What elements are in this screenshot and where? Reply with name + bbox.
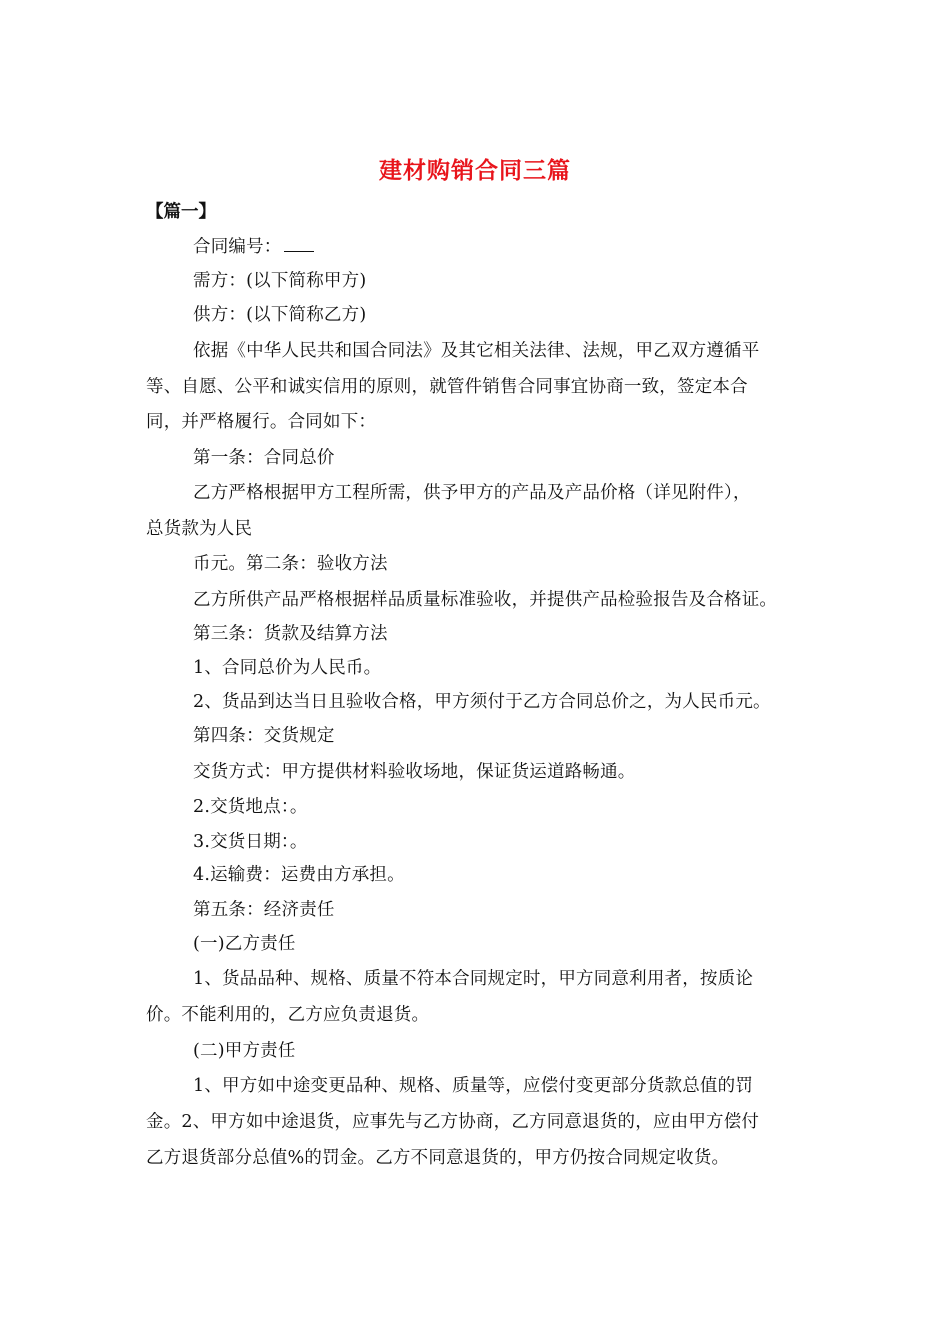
text-line: 乙方退货部分总值%的罚金。乙方不同意退货的，甲方仍按合同规定收货。 [146,1148,730,1168]
text-line: 第一条：合同总价 [193,448,335,468]
contract-number-label: 合同编号： [193,237,282,257]
text-line: 第四条：交货规定 [193,726,335,746]
text-line: 乙方所供产品严格根据样品质量标准验收，并提供产品检验报告及合格证。 [193,590,778,610]
text-line: 第三条：货款及结算方法 [193,624,388,644]
text-line: 币元。第二条：验收方法 [193,554,388,574]
text-line: 需方：(以下简称甲方) [193,271,367,291]
contract-number-line [193,235,314,259]
text-line: 1、货品品种、规格、质量不符本合同规定时，甲方同意利用者，按质论 [193,969,754,989]
text-line: 等、自愿、公平和诚实信用的原则，就管件销售合同事宜协商一致，签定本合 [146,377,748,397]
text-line: 金。2、甲方如中途退货，应事先与乙方协商，乙方同意退货的，应由甲方偿付 [146,1112,760,1132]
text-line: 交货方式：甲方提供材料验收场地，保证货运道路畅通。 [193,762,636,782]
text-line: 4.运输费：运费由方承担。 [193,865,405,885]
text-line: 3.交货日期：。 [193,832,308,852]
text-line: (二)甲方责任 [193,1041,296,1061]
text-line: 同，并严格履行。合同如下： [146,412,377,432]
text-line: 2.交货地点：。 [193,797,308,817]
text-line: 1、甲方如中途变更品种、规格、质量等，应偿付变更部分货款总值的罚 [193,1076,754,1096]
text-line: 1、合同总价为人民币。 [193,658,382,678]
text-line: 供方：(以下简称乙方) [193,305,367,325]
text-line: 2、货品到达当日且验收合格，甲方须付于乙方合同总价之，为人民币元。 [193,692,771,712]
text-line: 价。不能利用的，乙方应负责退货。 [146,1005,430,1025]
text-line: 乙方严格根据甲方工程所需，供予甲方的产品及产品价格（详见附件）， [193,483,751,503]
text-line: (一)乙方责任 [193,934,296,954]
text-line: 总货款为人民 [146,519,253,539]
section-label: 【篇一】 [146,202,216,222]
document-title: 建材购销合同三篇 [379,157,571,184]
contract-number-blank [284,235,314,252]
text-line: 第五条：经济责任 [193,900,335,920]
text-line: 依据《中华人民共和国合同法》及其它相关法律、法规，甲乙双方遵循平 [193,341,760,361]
